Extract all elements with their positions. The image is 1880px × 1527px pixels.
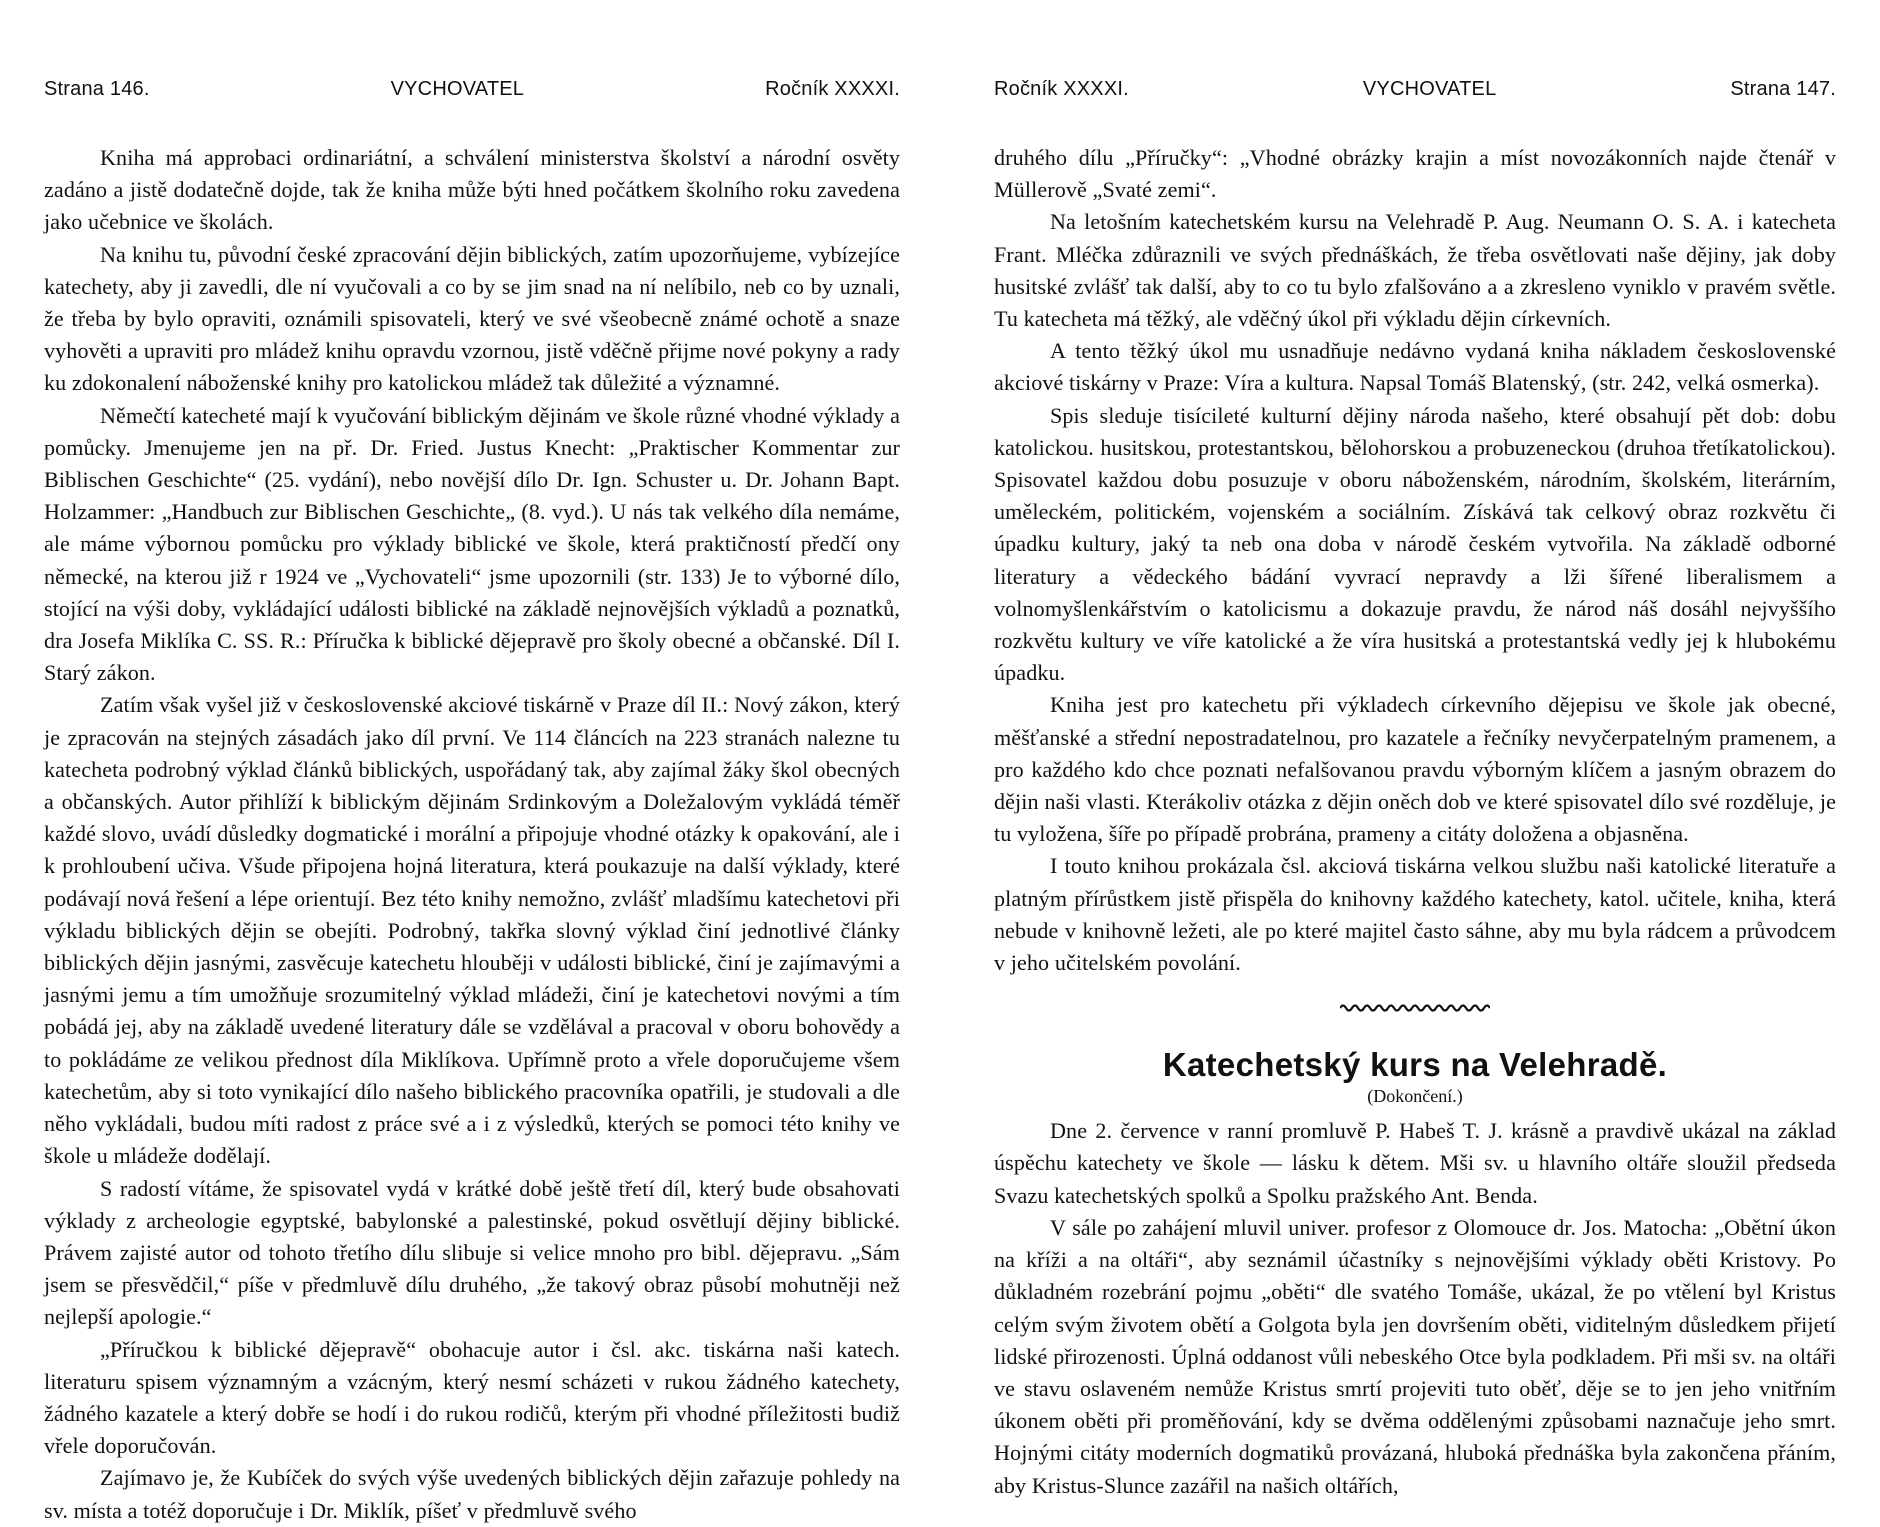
running-head-right <box>994 78 1836 112</box>
paragraph: Na knihu tu, původní české zpracování dějin biblických, zatím upozorňujeme, vybízejíce katechety, aby ji zavedli, dle ní vyučovali a co by se jim snad na ní nelíbilo, neb co by uznali, že třeba by bylo opraviti, oznámili spisovateli, který ve své všeobecně známé ochotě a snaze vyhověti a upraviti pro mládež knihu opravdu vzornou, jistě vděčně přijme nové pokyny a rady ku zdokonalení náboženské knihy pro katolickou mládež tak důležité a významné. <box>44 241 900 396</box>
paragraph: Němečtí katecheté mají k vyučování biblickým dějinám ve škole různé vhodné výklady a pomůcky. Jmenujeme jen na př. Dr. Fried. Justus Knecht: „Praktischer Kommentar zur Biblischen Geschichte“ (25. vydání), nebo novější dílo Dr. Ign. Schuster u. Dr. Johann Bapt. Holzammer: „Handbuch zur Biblischen Geschichte„ (8. vyd.). U nás tak velkého díla nemáme, ale máme výbornou pomůcku pro výklady biblické ve škole, která praktičností předčí ony německé, na kterou již r 1924 ve „Vychovateli“ jsme upozornili (str. 133) Je to výborné dílo, stojící na výši doby, vykládající události biblické na základě nejnovějších výkladů a poznatků, dra Josefa Miklíka C. SS. R.: Příručka k biblické dějepravě pro školy obecné a občanské. Díl I. Starý zákon. <box>44 402 900 686</box>
page-number-label: Strana 146. <box>44 78 150 100</box>
running-head-left <box>44 78 900 112</box>
paragraph: A tento těžký úkol mu usnadňuje nedávno vydaná kniha nákladem československé akciové tiskárny v Praze: Víra a kultura. Napsal Tomáš Blatenský, (str. 242, velká osmerka). <box>994 338 1836 396</box>
paragraph: druhého dílu „Příručky“: „Vhodné obrázky krajin a míst novozákonních najde čtenář v Müllerově „Svaté zemi“. <box>994 145 1836 203</box>
volume-label: Ročník XXXXI. <box>765 78 900 100</box>
section-divider-ornament <box>994 1001 1836 1015</box>
article-title: Katechetský kurs na Velehradě. <box>1162 1046 1668 1084</box>
paragraph: „Příručkou k biblické dějepravě“ obohacuje autor i čsl. akc. tiskárna naši katech. literaturu spisem významným a vzácným, který nesmí scházeti v rukou žádného katechety, žádného kazatele a který dobře se hodí i do rukou rodičů, kterým při vhodné příležitosti budiž vřele doporučován. <box>44 1336 900 1459</box>
paragraph: Na letošním katechetském kursu na Velehradě P. Aug. Neumann O. S. A. i katecheta Frant. Mléčka zdůraznili ve svých přednáškách, že třeba osvětlovati naše dějiny, jak doby husitské zvlášť tak další, aby to co tu bylo zfalšováno a a zkresleno vyniklo v pravém světle. Tu katecheta má těžký, ale vděčný úkol při výkladu dějin církevních. <box>994 209 1836 332</box>
volume-label: Ročník XXXXI. <box>994 78 1129 100</box>
page-number-label: Strana 147. <box>1730 78 1836 100</box>
journal-title: VYCHOVATEL <box>1362 78 1497 100</box>
left-page-body <box>44 142 900 1527</box>
paragraph: I touto knihou prokázala čsl. akciová tiskárna velkou službu naši katolické literatuře a platným přírůstkem jistě přispěla do knihovny každého katechety, katol. učitele, kniha, která nebude v knihovně ležeti, ale po které majitel často sáhne, aby mu byla rádcem a průvodcem v jeho učitelském povolání. <box>994 853 1836 976</box>
paragraph: Kniha má approbaci ordinariátní, a schválení ministerstva školství a národní osvěty zadáno a jistě dodatečně dojde, tak že kniha může býti hned počátkem školního roku zavedena jako učebnice ve školách. <box>44 145 900 235</box>
right-page <box>940 0 1880 1500</box>
paragraph: Zajímavo je, že Kubíček do svých výše uvedených biblických dějin zařazuje pohledy na sv. místa a totéž doporučuje i Dr. Miklík, píšeť v předmluvě svého <box>44 1465 900 1523</box>
wavy-divider-icon <box>1340 1002 1490 1014</box>
paragraph: V sále po zahájení mluvil univer. profesor z Olomouce dr. Jos. Matocha: „Obětní úkon na kříži a na oltáři“, aby seznámil účastníky s nejnovějšími výklady oběti Kristovy. Po důkladném rozebrání pojmu „oběti“ dle svatého Tomáše, ukázal, že po vtělení byl Kristus celým svým životem obětí a Golgota byla jen dovršením oběti, viditelným důsledkem přijetí lidské přirozenosti. Úplná oddanost vůli nebeského Otce byla podkladem. Při mši sv. na oltáři ve stavu oslaveném nemůže Kristus smrtí projeviti tuto oběť, děje se to jen jeho vnitřním úkonem oběti při proměňování, kdy se dvěma oddělenými způsobami naznačuje jeho smrt. Hojnými citáty moderních dogmatiků provázaná, hluboká přednáška byla zakončena přáním, aby Kristus-Slunce zazářil na našich oltářích, <box>994 1214 1836 1498</box>
paragraph: Spis sleduje tisícileté kulturní dějiny národa našeho, které obsahují pět dob: dobu katolickou. husitskou, protestantskou, bělohorskou a probuzeneckou (druhoa třetíkatolickou). Spisovatel každou dobu posuzuje v oboru náboženském, národním, školském, literárním, uměleckém, politickém, vojenském a sociálním. Získává tak celkový obraz rozkvětu či úpadku kultury, jaký ta neb ona doba v národě českém vytvořila. Na základě odborné literatury a vědeckého bádání vyvrací nepravdy a lži šířené liberalismem a volnomyšlenkářstvím o katolicismu a dokazuje pravdu, že národ náš dosáhl nejvyššího rozkvětu kultury ve víře katolické a že víra husitská a protestantská vedly jej k hlubokému úpadku. <box>994 402 1836 686</box>
paragraph: Kniha jest pro katechetu při výkladech církevního dějepisu ve škole jak obecné, měšťanské a střední nepostradatelnou, pro kazatele a řečníky nevyčerpatelným pramenem, a pro každého kdo chce poznati nefalšovanou pravdu výborným klíčem a jasným obrazem do dějin naši vlasti. Kterákoliv otázka z dějin oněch dob ve které spisovatel dílo své rozděluje, je tu vyložena, šíře po případě probrána, prameny a citáty doložena a objasněna. <box>994 692 1836 847</box>
journal-title: VYCHOVATEL <box>390 78 525 100</box>
paragraph: Zatím však vyšel již v československé akciové tiskárně v Praze díl II.: Nový zákon, který je zpracován na stejných zásadách jako díl první. Ve 114 článcích na 223 stranách nalezne tu katecheta podrobný výklad článků biblických, uspořádaný tak, aby zajímal žáky škol obecných a občanských. Autor přihlíží k biblickým dějinám Srdinkovým a Doležalovým vykládá téměř každé slovo, uvádí důsledky dogmatické i morální a připojuje vhodné otázky k opakování, ale i k prohloubení učiva. Všude připojena hojná literatura, která poukazuje na další výklady, které podávají nová řešení a lépe orientují. Bez této knihy nemožno, zvlášť mladšímu katechetovi při výkladu biblických dějin se obejíti. Podrobný, takřka slovný výklad činí jednotlivé články biblických dějin jasnými, zasvěcuje katechetu hlouběji v události biblické, činí je zajímavými a jasnými jemu a tím umožňuje srozumitelný výklad mládeži, činí je katechetovi novými a tím pobádá jej, aby na základě uvedené literatury dále se vzdělával a pracoval v oboru bohovědy a to pokládáme ze velikou přednost díla Miklíkova. Upřímně proto a vřele doporučujeme všem katechetům, aby si toto vynikající dílo našeho biblického pracovníka opatřili, je studovali a dle něho vykládali, budou míti radost z práce své a i z výsledků, kterých se pomoci této knihy ve škole u mládeže dodělají. <box>44 692 900 1169</box>
paragraph: Dne 2. července v ranní promluvě P. Habeš T. J. krásně a pravdivě ukázal na základ úspěchu katechety ve škole — lásku k dětem. Mši sv. u hlavního oltáře sloužil předseda Svazu katechetských spolků a Spolku pražského Ant. Benda. <box>994 1118 1836 1208</box>
paragraph: S radostí vítáme, že spisovatel vydá v krátké době ještě třetí díl, který bude obsahovati výklady z archeologie egyptské, babylonské a palestinské, pokud osvětlují dějiny biblické. Právem zajisté autor od tohoto třetího dílu slibuje si velice mnoho pro bibl. dějepravu. „Sám jsem se přesvědčil,“ píše v předmluvě dílu druhého, „že takový obraz působí mohutněji než nejlepší apologie.“ <box>44 1175 900 1330</box>
left-page <box>0 0 940 1523</box>
article-subtitle: (Dokončení.) <box>1367 1086 1463 1107</box>
right-page-body <box>994 142 1836 1502</box>
